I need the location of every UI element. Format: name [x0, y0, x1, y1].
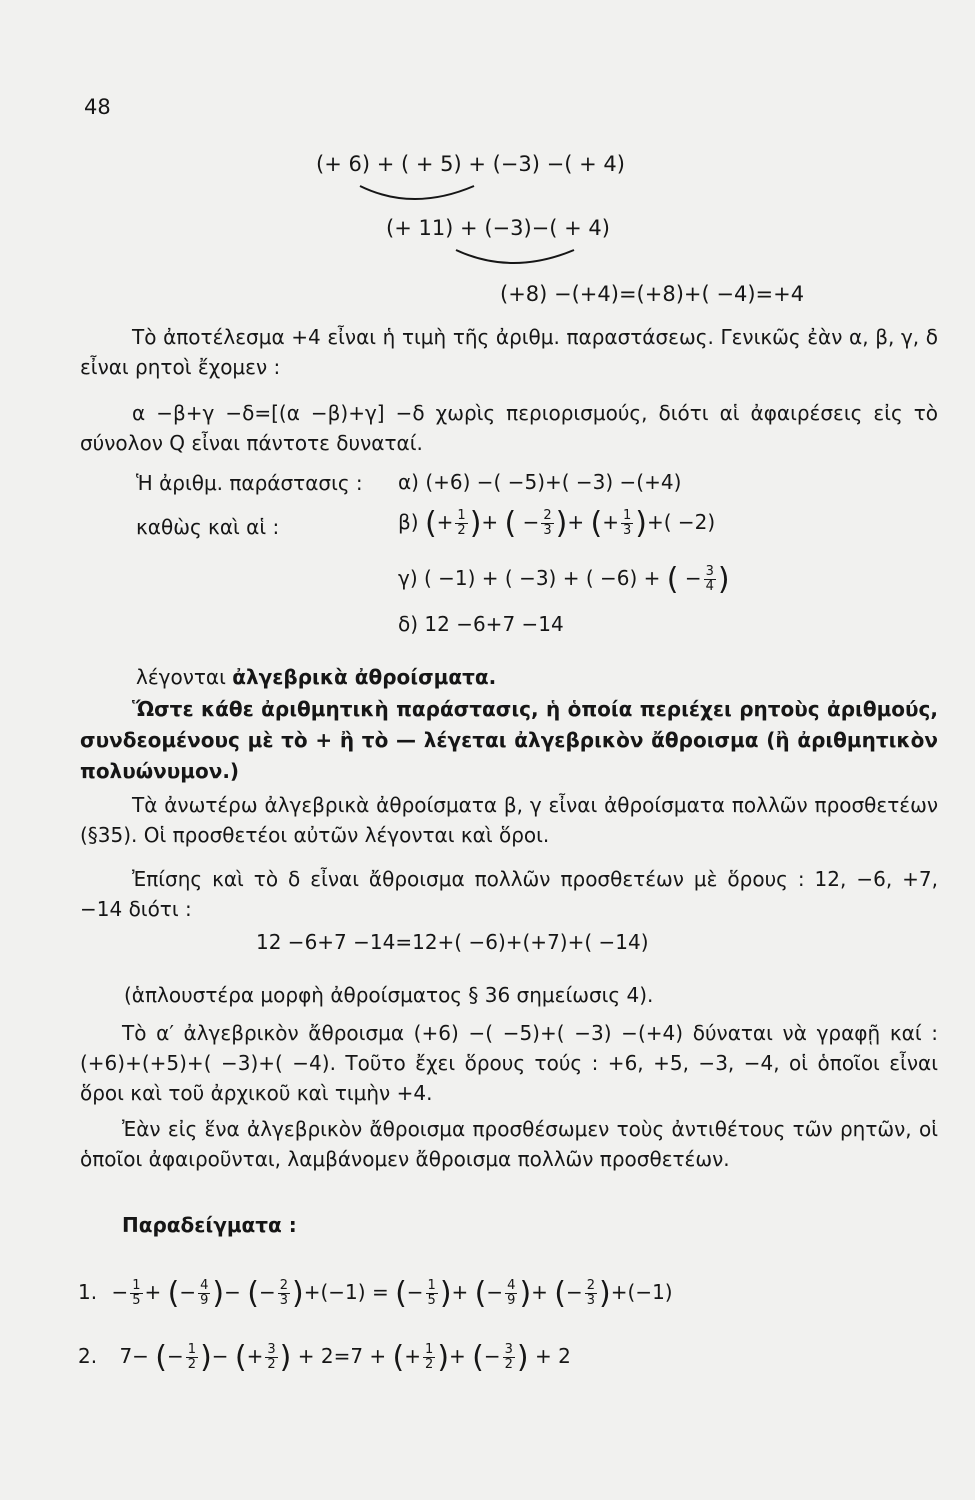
fraction-1-3: $\frac{1}{3}$	[623, 508, 632, 538]
page-number: 48	[84, 95, 111, 119]
paragraph-expression-label: Ἡ ἀριθμ. παράστασις :	[136, 471, 363, 495]
underbrace-1	[358, 182, 478, 208]
paragraph-opposites: Ἐὰν εἰς ἕνα ἀλγεβρικὸν ἄθροισμα προσθέσωμεν τοὺς ἀντιθέτους τῶν ρητῶν, οἱ ὁποῖοι ἀφαιροῦνται, λαμβάνομεν ἄθροισμα πολλῶν προσθετέων.	[80, 1117, 938, 1171]
paragraph-general-rule: α −β+γ −δ=[(α −β)+γ] −δ χωρὶς περιορισμούς, διότι αἱ ἀφαιρέσεις εἰς τὸ σύνολον Q εἶναι πάντοτε δυναταί.	[80, 401, 938, 455]
fraction-1-2: $\frac{1}{2}$	[457, 508, 466, 538]
case-gamma: γ) ( −1) + ( −3) + ( −6) + ( − $\frac{3}{4}$ )	[398, 562, 730, 597]
top-math-line-2: (+ 11) + (−3)−( + 4)	[386, 216, 610, 240]
underbrace-2	[454, 246, 578, 272]
paragraph-definition: Ὥστε κάθε ἀριθμητικὴ παράστασις, ἡ ὁποία περιέχει ρητοὺς ἀριθμούς, συνδεομένους μὲ τὸ + ἢ τὸ — λέγεται ἀλγεβρικὸν ἄθροισμα (ἢ ἀριθμητικὸν πολυώνυμον.)	[80, 697, 938, 783]
case-beta-label: β)	[398, 510, 419, 534]
fraction-3-4: $\frac{3}{4}$	[705, 564, 714, 594]
paragraph-simpler-form: (ἁπλουστέρα μορφὴ ἀθροίσματος § 36 σημείωσις 4).	[124, 983, 654, 1007]
case-beta: β) (+ $\frac{1}{2}$ )+ ( − $\frac{2}{3}$ )+ (+ $\frac{1}{3}$ )+( −2)	[398, 506, 716, 541]
example-1: 1. − $\frac{1}{5}$ + (− $\frac{4}{9}$ )− (− $\frac{2}{3}$ )+(−1) = (− $\frac{1}{5}$ )+ (− $\frac{4}{9}$ )+ (− $\frac{2}{3}$ )+(−1)	[78, 1276, 673, 1311]
case-beta-tail: +( −2)	[647, 510, 716, 534]
paragraph-alpha-rewrite: Τὸ α′ ἀλγεβρικὸν ἄθροισμα (+6) −( −5)+( −3) −(+4) δύναται νὰ γραφῇ καί : (+6)+(+5)+( −3)+( −4). Τοῦτο ἔχει ὅρους τούς : +6, +5, −3, −4, οἱ ὁποῖοι εἶναι ὅροι καὶ τοῦ ἀρχικοῦ καὶ τιμὴν +4.	[80, 1021, 938, 1105]
case-alpha: α) (+6) −( −5)+( −3) −(+4)	[398, 470, 682, 494]
example-2: 2. 7− (− $\frac{1}{2}$ )− (+ $\frac{3}{2}$ ) + 2=7 + (+ $\frac{1}{2}$ )+ (− $\frac{3}{2}$ ) + 2	[78, 1340, 571, 1375]
paragraph-delta-terms: Ἐπίσης καὶ τὸ δ εἶναι ἄθροισμα πολλῶν προσθετέων μὲ ὅρους : 12, −6, +7, −14 διότι :	[80, 867, 938, 921]
examples-heading: Παραδείγματα :	[122, 1213, 297, 1237]
case-delta: δ) 12 −6+7 −14	[398, 612, 564, 636]
paragraph-called-algebraic-sums: λέγονται ἀλγεβρικὰ ἀθροίσματα.	[136, 665, 497, 689]
term-algebraic-sums: ἀλγεβρικὰ ἀθροίσματα.	[232, 665, 497, 689]
paragraph-also-label: καθὼς καὶ αἱ :	[136, 515, 280, 539]
top-math-line-1: (+ 6) + ( + 5) + (−3) −( + 4)	[316, 152, 625, 176]
fraction-2-3: $\frac{2}{3}$	[543, 508, 552, 538]
paragraph-beta-gamma: Τὰ ἀνωτέρω ἀλγεβρικὰ ἀθροίσματα β, γ εἶναι ἀθροίσματα πολλῶν προσθετέων (§35). Οἱ προσθετέοι αὐτῶν λέγονται καὶ ὅροι.	[80, 793, 938, 847]
paragraph-result: Τὸ ἀποτέλεσμα +4 εἶναι ἡ τιμὴ τῆς ἀριθμ. παραστάσεως. Γενικῶς ἐὰν α, β, γ, δ εἶναι ρητοὶ ἔχομεν :	[80, 325, 938, 379]
delta-equation: 12 −6+7 −14=12+( −6)+(+7)+( −14)	[256, 930, 649, 954]
top-math-line-3: (+8) −(+4)=(+8)+( −4)=+4	[500, 282, 805, 306]
